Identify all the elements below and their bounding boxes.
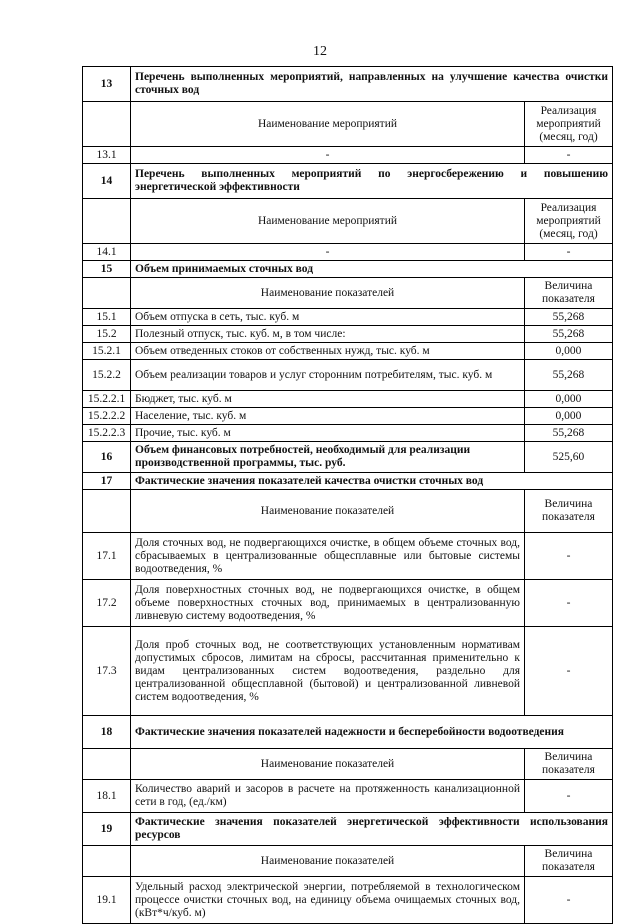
row-number: 17.1: [83, 533, 131, 580]
column-header-row: [83, 199, 613, 244]
table-row: [83, 533, 613, 580]
table-row: [83, 780, 613, 813]
section-number: 16: [83, 442, 131, 473]
table-row: [83, 343, 613, 360]
row-name: Прочие, тыс. куб. м: [131, 425, 525, 442]
row-number: 15.2: [83, 326, 131, 343]
column-header-row: [83, 846, 613, 877]
row-name: -: [131, 147, 525, 164]
row-name: Удельный расход электрической энергии, потребляемой в технологическом процессе очистки сточных вод, на единицу объема очищаемых сточных вод, (кВт*ч/куб. м): [131, 877, 525, 924]
row-name: Объем отведенных стоков от собственных нужд, тыс. куб. м: [131, 343, 525, 360]
row-value: 0,000: [524, 391, 612, 408]
column-header-name: Наименование показателей: [131, 490, 525, 533]
table-row: [83, 391, 613, 408]
row-number: 15.2.2.1: [83, 391, 131, 408]
section-number: 13: [83, 67, 131, 102]
column-header-value: Реализация мероприятий (месяц, год): [524, 102, 612, 147]
table-row: [83, 244, 613, 261]
table-row: [83, 627, 613, 716]
report-table: [82, 66, 613, 924]
row-value: 0,000: [524, 343, 612, 360]
row-name: Население, тыс. куб. м: [131, 408, 525, 425]
page-number: 12: [313, 44, 327, 59]
row-number: 15.2.2: [83, 360, 131, 391]
row-number: 15.1: [83, 309, 131, 326]
column-header-row: [83, 278, 613, 309]
row-name: Доля проб сточных вод, не соответствующих установленным нормативам допустимых сбросов, лимитам на сбросы, рассчитанная применительно к видам централизованных систем водоотведения, раздельно для централизованной общесплавной (бытовой) и централизованной ливневой систем водоотведения, %: [131, 627, 525, 716]
row-name: Доля поверхностных сточных вод, не подвергающихся очистке, в общем объеме поверхностных сточных вод, принимаемых в централизованную ливневую систему водоотведения, %: [131, 580, 525, 627]
column-header-value: Величина показателя: [524, 278, 612, 309]
column-header-name: Наименование мероприятий: [131, 102, 525, 147]
section-number: 17: [83, 473, 131, 490]
row-value: -: [524, 244, 612, 261]
section-number: 19: [83, 813, 131, 846]
section-title: Фактические значения показателей энергетической эффективности использования ресурсов: [131, 813, 613, 846]
row-value: 55,268: [524, 326, 612, 343]
row-name: Объем реализации товаров и услуг сторонним потребителям, тыс. куб. м: [131, 360, 525, 391]
table-row: [83, 309, 613, 326]
table-row: [83, 408, 613, 425]
section-19-header: [83, 813, 613, 846]
column-header-row: [83, 749, 613, 780]
table-row: [83, 580, 613, 627]
row-value: -: [524, 780, 612, 813]
row-number: 19.1: [83, 877, 131, 924]
row-name: Бюджет, тыс. куб. м: [131, 391, 525, 408]
row-number: 15.2.1: [83, 343, 131, 360]
section-title: Объем принимаемых сточных вод: [131, 261, 613, 278]
column-header-row: [83, 102, 613, 147]
section-15-header: [83, 261, 613, 278]
section-number: 18: [83, 716, 131, 749]
column-header-value: Реализация мероприятий (месяц, год): [524, 199, 612, 244]
row-number: 14.1: [83, 244, 131, 261]
section-number: 15: [83, 261, 131, 278]
row-name: Полезный отпуск, тыс. куб. м, в том числе:: [131, 326, 525, 343]
row-value: -: [524, 533, 612, 580]
section-17-header: [83, 473, 613, 490]
row-name: -: [131, 244, 525, 261]
section-18-header: [83, 716, 613, 749]
table-row: [83, 877, 613, 924]
table-row: [83, 360, 613, 391]
column-header-name: Наименование мероприятий: [131, 199, 525, 244]
table-row: [83, 425, 613, 442]
row-name: Количество аварий и засоров в расчете на протяженность канализационной сети в год, (ед./км): [131, 780, 525, 813]
row-value: 55,268: [524, 309, 612, 326]
table-row: [83, 147, 613, 164]
section-13-header: [83, 67, 613, 102]
column-header-row: [83, 490, 613, 533]
column-header-value: Величина показателя: [524, 749, 612, 780]
row-value: 55,268: [524, 360, 612, 391]
row-number: 15.2.2.3: [83, 425, 131, 442]
section-title: Фактические значения показателей надежности и бесперебойности водоотведения: [131, 716, 613, 749]
section-16-row: [83, 442, 613, 473]
row-value: -: [524, 580, 612, 627]
section-title: Перечень выполненных мероприятий, направленных на улучшение качества очистки сточных вод: [131, 67, 613, 102]
column-header-name: Наименование показателей: [131, 278, 525, 309]
column-header-name: Наименование показателей: [131, 846, 525, 877]
row-name: Доля сточных вод, не подвергающихся очистке, в общем объеме сточных вод, сбрасываемых в централизованные общесплавные или бытовые системы водоотведения, %: [131, 533, 525, 580]
section-number: 14: [83, 164, 131, 199]
row-value: 0,000: [524, 408, 612, 425]
table-row: [83, 326, 613, 343]
column-header-value: Величина показателя: [524, 490, 612, 533]
row-number: 13.1: [83, 147, 131, 164]
section-value: 525,60: [524, 442, 612, 473]
section-title: Объем финансовых потребностей, необходимый для реализации производственной программы, тыс. руб.: [131, 442, 525, 473]
row-number: 17.3: [83, 627, 131, 716]
column-header-value: Величина показателя: [524, 846, 612, 877]
row-value: -: [524, 627, 612, 716]
row-number: 17.2: [83, 580, 131, 627]
row-number: 15.2.2.2: [83, 408, 131, 425]
row-value: -: [524, 877, 612, 924]
section-title: Фактические значения показателей качества очистки сточных вод: [131, 473, 613, 490]
row-number: 18.1: [83, 780, 131, 813]
row-value: 55,268: [524, 425, 612, 442]
row-name: Объем отпуска в сеть, тыс. куб. м: [131, 309, 525, 326]
column-header-name: Наименование показателей: [131, 749, 525, 780]
section-title: Перечень выполненных мероприятий по энергосбережению и повышению энергетической эффективности: [131, 164, 613, 199]
row-value: -: [524, 147, 612, 164]
section-14-header: [83, 164, 613, 199]
